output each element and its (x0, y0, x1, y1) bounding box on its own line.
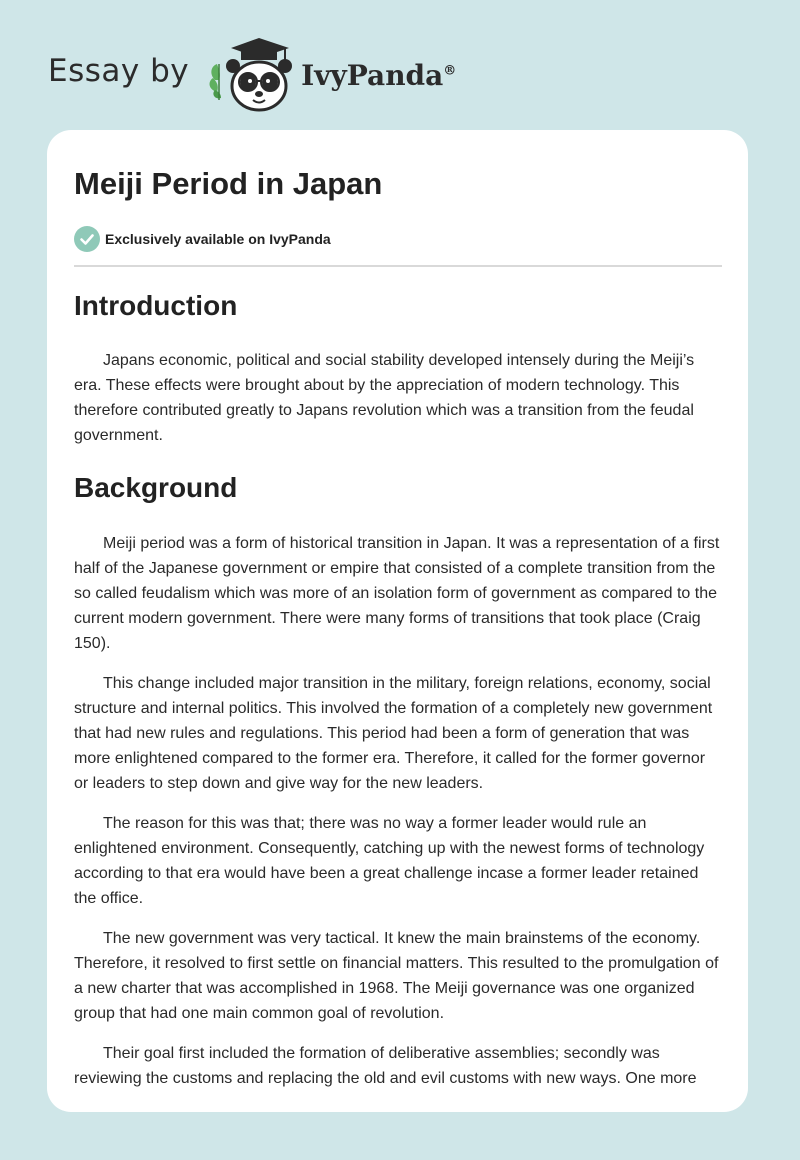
panda-graduate-icon (205, 34, 297, 114)
essay-card (47, 130, 748, 1112)
check-circle-icon (74, 226, 100, 252)
brand-name: IvyPanda® (301, 58, 457, 92)
ivy-leaf-icon (210, 64, 221, 100)
background-paragraph-5: Their goal first included the formation of deliberative assemblies; secondly was reviewing the customs and replacing the old and evil customs with new ways. One more (74, 1045, 697, 1087)
intro-paragraph: Japans economic, political and social stability developed intensely during the Meiji’s era. These effects were brought about by the appreciation of modern technology. This therefore contributed greatly to Japans revolution which was a transition from the feudal government. (74, 352, 695, 444)
section-heading-background: Background (74, 472, 238, 503)
brand-prefix: Essay by (48, 53, 190, 89)
background-paragraph-4: The new government was very tactical. It knew the main brainstems of the economy. Therefore, it resolved to first settle on financial matters. This resulted to the promulgation of a new charter that was accomplished in 1968. The Meiji governance was one organized group that had one main common goal of revolution. (74, 930, 719, 1022)
site-header-logo[interactable] (48, 34, 456, 114)
divider (74, 265, 722, 267)
page-title: Meiji Period in Japan (74, 166, 383, 201)
section-heading-introduction: Introduction (74, 290, 238, 321)
exclusive-badge-text: Exclusively available on IvyPanda (105, 231, 331, 247)
background-paragraph-2: This change included major transition in the military, foreign relations, economy, social structure and internal politics. This involved the formation of a completely new government that had new rules and regulations. This period had been a form of generation that was more enlightened compared to the former era. Therefore, it called for the former governor or leaders to step down and give way for the new leaders. (74, 675, 713, 792)
background-paragraph-3: The reason for this was that; there was no way a former leader would rule an enlightened environment. Consequently, catching up with the newest forms of technology according to that era would have been a great challenge incase a former leader retained the office. (74, 815, 705, 907)
background-paragraph-1: Meiji period was a form of historical transition in Japan. It was a representation of a first half of the Japanese government or empire that consisted of a complete transition from the so called feudalism which was more of an isolation form of government as compared to the current modern government. There were many forms of transitions that took place (Craig 150). (74, 535, 720, 652)
exclusive-badge (74, 226, 722, 252)
